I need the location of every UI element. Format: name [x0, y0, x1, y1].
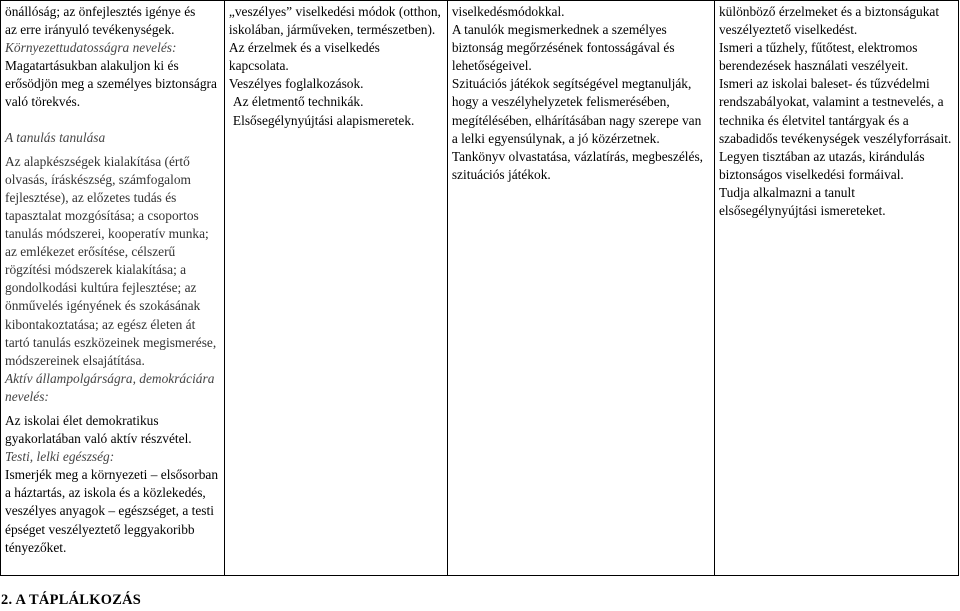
outcome-item: Ismeri a tűzhely, fűtőtest, elektromos berendezések használati veszélyeit.	[718, 40, 918, 74]
content-item: „veszélyes” viselkedési módok (otthon, iskolában, járműveken, természetben).	[228, 4, 441, 38]
activity-item: Szituációs játékok segítségével megtanulják, hogy a veszélyhelyzetek felismerésében, megítélésében, elhárításában nagy szerepe van a lelki egyensúlynak, a jó közérzetnek.	[451, 76, 702, 146]
intro-line-1: önállóság; az önfejlesztés igénye és	[5, 4, 196, 19]
outcome-item: Ismeri az iskolai baleset- és tűzvédelmi rendszabályokat, valamint a testnevelés, a technika és életvitel tantárgyak és a szabadidős tevékenységek veszélyforrásait.	[718, 76, 952, 146]
outcome-item: Tudja alkalmazni a tanult elsősegélynyújtási ismereteket.	[718, 184, 886, 219]
content-item: Elsősegélynyújtási alapismeretek.	[232, 112, 415, 128]
health-title: Testi, lelki egészség:	[5, 449, 115, 465]
outcomes-cell	[714, 1, 958, 576]
intro-line-2: az erre irányuló tevékenységek.	[5, 22, 175, 38]
health-text: Ismerjék meg a környezeti – elsősorban a háztartás, az iskola és a közlekedés, veszélyes anyagok – egészséget, a testi épséget veszélyeztető leggyakoribb tényezőket.	[5, 467, 219, 555]
learn-title: A tanulás tanulása	[5, 129, 106, 145]
activity-item: Tankönyv olvastatása, vázlatírás, megbeszélés, szituációs játékok.	[451, 148, 704, 182]
outcome-item: Legyen tisztában az utazás, kirándulás biztonságos viselkedési formáival.	[718, 148, 925, 182]
env-text: Magatartásukban alakuljon ki és erősödjön meg a személyes biztonságra való törekvés.	[5, 58, 217, 110]
activity-item: A tanulók megismerkednek a személyes biztonság megőrzésének fontosságával és lehetőségeivel.	[451, 22, 675, 74]
content-cell	[224, 1, 447, 576]
content-item: Az életmentő technikák.	[232, 94, 364, 110]
learn-text: Az alapkészségek kialakítása (értő olvasás, íráskészség, számfogalom fejlesztése), az előzetes tudás és tapasztalat mozgósítása; a csoportos tanulás módszerei, kooperatív munka; az emlékezet erősítése, célszerű rögzítési módszerek kialakítása; a gondolkodási kultúra fejlesztése; az önművelés igényének és szokásának kibontakoztatása; az egész életen át tartó tanulás eszközeinek megismerése, módszereinek elsajátítása.	[5, 153, 217, 368]
content-item: Az érzelmek és a viselkedés kapcsolata.	[228, 40, 380, 74]
activity-item: viselkedésmódokkal.	[451, 4, 565, 19]
outcome-item: különböző érzelmeket és a biztonságukat veszélyeztető viselkedést.	[718, 4, 940, 38]
development-goals-cell	[1, 1, 225, 576]
civic-text: Az iskolai élet demokratikus gyakorlatában való aktív részvétel.	[5, 412, 192, 447]
env-title: Környezettudatosságra nevelés:	[5, 40, 177, 56]
section-heading: 2. A TÁPLÁLKOZÁS	[1, 592, 142, 608]
table-row	[1, 1, 959, 576]
civic-title: Aktív állampolgárságra, demokráciára nevelés:	[5, 370, 215, 404]
content-item: Veszélyes foglalkozások.	[228, 76, 364, 92]
activities-cell	[447, 1, 714, 576]
